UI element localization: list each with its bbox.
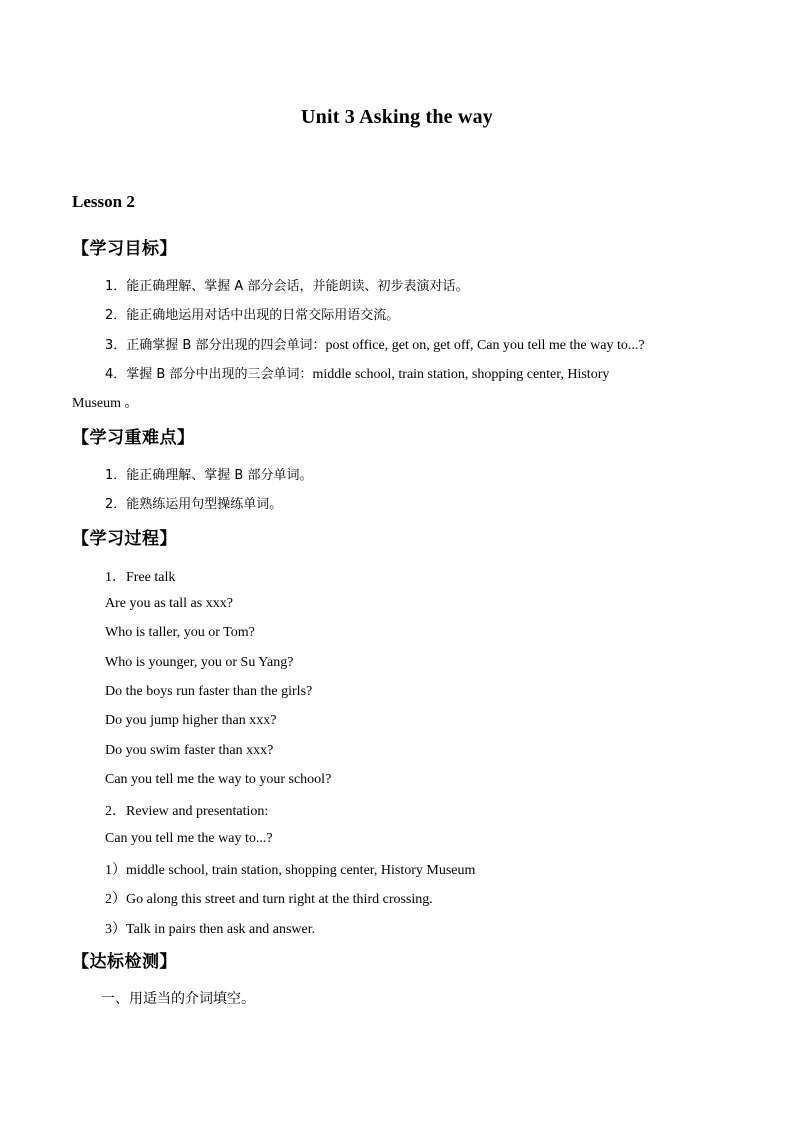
key-point-item-2 <box>105 493 282 512</box>
key-point-text: 能正确理解、掌握 B 部分单词。 <box>126 468 313 483</box>
objective-text-cn: 掌握 B 部分中出现的三会单词： <box>126 367 313 382</box>
process-line-11: 1）middle school, train station, shopping center, History Museum <box>105 863 476 878</box>
objective-item-4 <box>105 363 609 383</box>
process-line-7: Do you swim faster than xxx? <box>105 743 274 758</box>
process-line-4: Who is younger, you or Su Yang? <box>105 655 294 670</box>
process-line-10: Can you tell me the way to...? <box>105 831 273 846</box>
objective-number: 4． <box>105 367 127 382</box>
process-line-6: Do you jump higher than xxx? <box>105 713 277 728</box>
objective-text-cn: 正确掌握 B 部分出现的四会单词： <box>126 338 326 353</box>
section-heading-check: 【达标检测】 <box>72 952 177 972</box>
check-line-1: 一、用适当的介词填空。 <box>101 991 255 1007</box>
key-point-number: 1． <box>105 468 127 483</box>
objective-text: 能正确地运用对话中出现的日常交际用语交流。 <box>126 308 400 323</box>
objective-number: 2． <box>105 308 127 323</box>
section-heading-key-points: 【学习重难点】 <box>72 428 195 448</box>
process-line-12: 2）Go along this street and turn right at the third crossing. <box>105 892 433 907</box>
process-line-9: 2．Review and presentation: <box>105 804 269 819</box>
objective-item-4-continuation <box>72 392 139 412</box>
process-line-1: 1．Free talk <box>105 570 176 585</box>
key-point-number: 2． <box>105 497 127 512</box>
section-heading-objectives: 【学习目标】 <box>72 239 177 259</box>
process-line-8: Can you tell me the way to your school? <box>105 772 332 787</box>
key-point-item-1 <box>105 464 312 483</box>
process-line-3: Who is taller, you or Tom? <box>105 625 255 640</box>
objective-text: 能正确理解、掌握 A 部分会话，并能朗读、初步表演对话。 <box>126 279 469 294</box>
objective-item-1 <box>105 275 468 294</box>
key-point-text: 能熟练运用句型操练单词。 <box>126 497 283 512</box>
objective-number: 3． <box>105 338 127 353</box>
objective-item-3 <box>105 334 645 354</box>
document-title: Unit 3 Asking the way <box>300 106 493 128</box>
objective-item-2 <box>105 304 399 323</box>
objective-text-en: post office, get on, get off, Can you tell me the way to...? <box>325 338 645 353</box>
objective-continuation-text: Museum 。 <box>72 396 139 411</box>
lesson-heading: Lesson 2 <box>72 192 135 211</box>
process-line-13: 3）Talk in pairs then ask and answer. <box>105 922 316 937</box>
objective-number: 1． <box>105 279 127 294</box>
process-line-2: Are you as tall as xxx? <box>105 596 233 611</box>
section-heading-process: 【学习过程】 <box>72 529 177 549</box>
process-line-5: Do the boys run faster than the girls? <box>105 684 313 699</box>
objective-text-en: middle school, train station, shopping center, History <box>312 367 610 382</box>
